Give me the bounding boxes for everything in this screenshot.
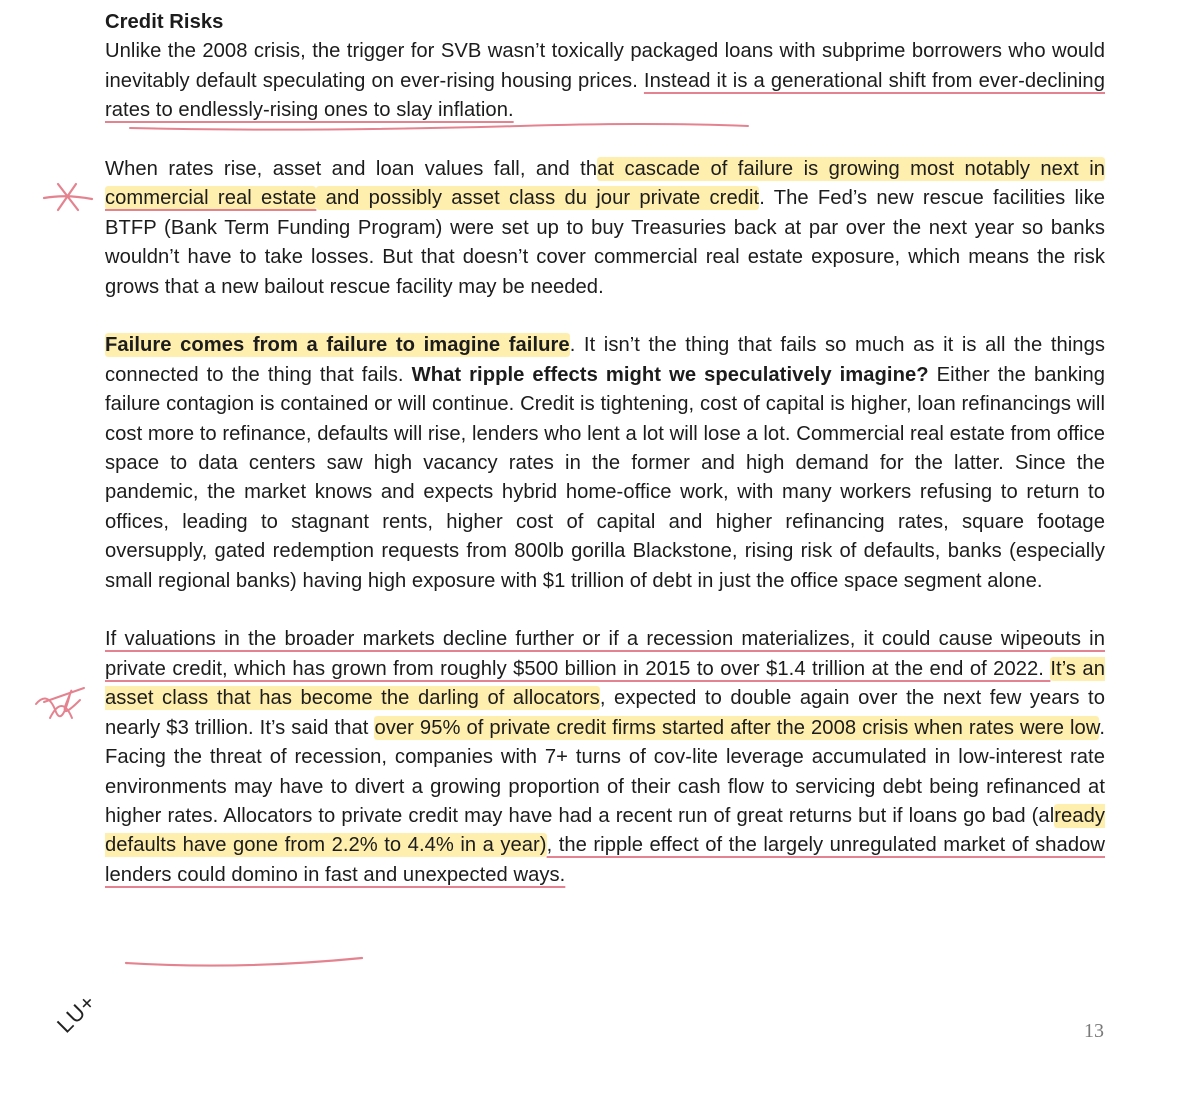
p1-underlined-text: Instead it is a generational shift from ever-declining rates to endlessly-rising ones to slay inflation. — [105, 69, 1105, 122]
paragraph-2 — [105, 155, 1105, 302]
p2-highlight-underline: commercial real estate — [105, 187, 317, 210]
p4-text-c: , the ripple effect of the largely unregulated market of shadow lenders could domino in fast and unexpected ways. — [105, 834, 1105, 886]
scribble-mark-icon — [36, 688, 84, 718]
p4-underlined-text: If valuations in the broader markets decline further or if a recession materializes, it could cause wipeouts in private credit, which has grown from roughly $500 billion in 2015 to over $1.4 trillion at the end of 2022. — [105, 628, 1105, 680]
p1-text: Unlike the 2008 crisis, the trigger for SVB wasn’t toxically packaged loans with subprime borrowers who would inevitably default speculating on ever-rising housing prices. — [105, 40, 1105, 92]
p4-highlight-c: ready defaults have gone from 2.2% to 4.4% in a year) — [105, 804, 1105, 857]
lux-logo: LU+ — [52, 988, 101, 1038]
paragraph-3 — [105, 331, 1105, 596]
p2-text-b: . The Fed’s new rescue facilities like BTFP (Bank Term Funding Program) were set up to buy Treasuries back at par over the next year so banks wouldn’t have to take losses. But that doesn’t cover commercial real estate exposure, which means the risk grows that a new bailout rescue facility may be needed. — [105, 187, 1105, 298]
p4-text-b: . Facing the threat of recession, companies with 7+ turns of cov-lite leverage accumulated in low-interest rate environments may have to divert a growing proportion of their cash flow to servicing debt being refinanced at higher rates. Allocators to private credit may have had a recent run of great returns but if loans go bad (al — [105, 716, 1105, 827]
paragraph-1 — [105, 37, 1105, 125]
asterisk-mark-icon — [44, 184, 92, 210]
p2-highlight-b: and possibly asset class du jour private credit — [316, 187, 760, 210]
p2-highlight-a: at cascade of failure is growing most notably next in — [597, 158, 1105, 181]
p4-curve-underline — [126, 958, 362, 966]
p4-highlight-a: It’s an asset class that has become the darling of allocators — [105, 657, 1105, 710]
p2-text-a: When rates rise, asset and loan values fall, and th — [105, 158, 598, 181]
paragraph-4 — [105, 625, 1105, 890]
page-number: 13 — [1084, 1020, 1104, 1042]
document-body — [105, 8, 1105, 920]
p4-highlight-b: over 95% of private credit firms started after the 2008 crisis when rates were low — [374, 716, 1100, 739]
p4-text-a: , expected to double again over the next few years to nearly $3 trillion. It’s said that — [105, 687, 1105, 739]
section-heading: Credit Risks — [105, 11, 224, 33]
p3-bold-question: What ripple effects might we speculatively imagine? — [411, 363, 929, 386]
p3-text-a: . It isn’t the thing that fails so much as it is all the things connected to the thing that fails. — [105, 334, 1105, 386]
p3-text-b: Either the banking failure contagion is contained or will continue. Credit is tightening, cost of capital is higher, loan refinancings will cost more to refinance, defaults will rise, lenders who lent a lot will lose a lot. Commercial real estate from office space to data centers saw high vacancy rates in the former and high demand for the latter. Since the pandemic, the market knows and expects hybrid home-office work, with many workers refusing to return to offices, leading to stagnant rents, higher cost of capital and higher refinancing rates, square footage oversupply, gated redemption requests from 800lb gorilla Blackstone, rising risk of defaults, banks (especially small regional banks) having high exposure with $1 trillion of debt in just the office space segment alone. — [105, 363, 1106, 592]
p3-bold-highlight: Failure comes from a failure to imagine failure — [105, 334, 570, 357]
